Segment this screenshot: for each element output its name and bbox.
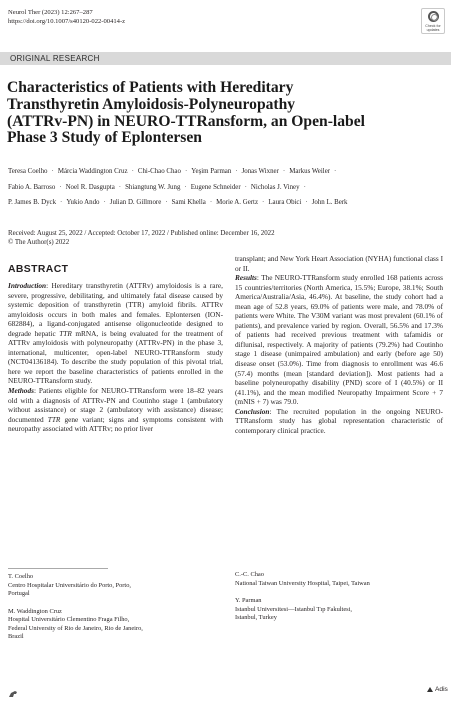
author[interactable]: John L. Berk [311,199,348,207]
section-label: ORIGINAL RESEARCH [10,54,100,63]
affiliation-divider [8,568,108,569]
abstract-right-column [235,254,443,435]
section-label-bar [0,52,451,65]
author[interactable]: Shiangtung W. Jung [125,183,181,191]
author[interactable]: Morie A. Gertz [216,199,259,207]
author[interactable]: Julian D. Gillmore [109,199,162,207]
abstract-left-column [8,281,223,434]
abstract-introduction: Introduction: Hereditary transthyretin (ATTRv) amyloidosis is a rare, severe, progressive, debilitating, and ultimately fatal disease caused by systemic deposition of transthyretin (TTR) amyloid fibrils. ATTRv amyloidosis occurs in both males and females. Eplontersen (ION-682884), a ligand-conjugated antisense oligonucleotide designed to degrade hepatic TTR mRNA, is being evaluated for the treatment of ATTRv amyloidosis with polyneuropathy (ATTRv-PN) in the phase 3, international, multicenter, open-label NEURO-TTRansform study (NCT04136184). To describe the study population of this pivotal trial, here we report the baseline characteristics of patients enrolled in the NEURO-TTRansform study. [8,281,223,386]
author[interactable]: Noel R. Dasgupta [65,183,115,191]
abstract-results: Results: The NEURO-TTRansform study enrolled 168 patients across 15 countries/territories (North America, 15.5%; Europe, 38.1%; South America/Australia/Asia, 46.4%). At baseline, the study cohort had a mean age of 52.8 years, 69.0% of patients were male, and 78.0% of patients were White. The V30M variant was most prevalent (60.1% of patients), and prevalence varied by region. Overall, 56.5% and 17.3% of patients had received previous treatment with tafamidis or diflunisal, respectively. A majority of patients (79.2%) had Coutinho stage 1 disease (unimpaired ambulation) and early (before age 50) disease onset (53.0%). Time from diagnosis to enrollment was 46.6 (57.4) months (mean [standard deviation]). Most patients had a baseline polyneuropathy disability (PND) score of I (40.5%) or II (41.1%), and the mean modified Neuropathy Impairment Score + 7 (mNIS + 7) was 79.0. [235,273,443,407]
affiliation-name: Y. Parman [235,597,262,604]
check-for-updates-badge[interactable] [421,8,445,34]
journal-citation: Neurol Ther (2023) 12:267–287 [8,9,93,16]
journal-header [8,9,125,26]
affiliations-right: C.-C. Chao National Taiwan University Hospital, Taipei, Taiwan Y. Parman Istanbul Universitesi—Istanbul Tıp Fakultesi, Istanbul, Turkey [235,571,443,623]
author[interactable]: Nicholas J. Viney [250,183,300,191]
abstract-heading: ABSTRACT [8,264,69,275]
author-line-1: Teresa Coelho · Márcia Waddington Cruz · Chi-Chao Chao · Yeşim Parman · Jonas Wixner · Markus Weiler · [8,168,337,175]
publisher-logo: Adis [427,686,448,693]
author[interactable]: Fabio A. Barroso [8,183,56,191]
check-for-updates-icon [428,11,439,22]
affiliations-left: T. Coelho Centro Hospitalar Universitário do Porto, Porto, Portugal M. Waddington Cruz Hospital Universitário Clementino Fraga Filho, Federal University of Rio de Janeiro, Rio de Janeiro, Brazil [8,573,223,642]
author[interactable]: Laura Obici [268,199,302,207]
copyright-notice: © The Author(s) 2022 [8,239,70,247]
publication-dates [8,229,275,248]
affiliation-name: T. Coelho [8,573,34,580]
author[interactable]: Márcia Waddington Cruz [57,168,128,175]
abstract-methods-continued: transplant; and New York Heart Association (NYHA) functional class I or II. [235,254,443,273]
article-title: Characteristics of Patients with Hereditary Transthyretin Amyloidosis-Polyneuropathy (ATTRv-PN) in NEURO-TTRansform, an Open-label Phase 3 Study of Eplontersen [7,79,365,147]
affiliation-name: M. Waddington Cruz [8,607,62,615]
author[interactable]: Jonas Wixner [241,168,279,175]
author[interactable]: Eugene Schneider [190,183,241,191]
doi-link[interactable]: https://doi.org/10.1007/s40120-022-00414-z [8,17,126,25]
author[interactable]: Yukio Ando [66,199,100,207]
received-accepted-published: Received: August 25, 2022 / Accepted: October 17, 2022 / Published online: December 16, 2022 [8,230,275,237]
abstract-conclusion: Conclusion: The recruited population in the ongoing NEURO-TTRansform study has global representation characteristic of contemporary clinical practice. [235,406,443,435]
badge-text: Check for updates [425,24,441,33]
author-line-2: Fabio A. Barroso · Noel R. Dasgupta · Shiangtung W. Jung · Eugene Schneider · Nicholas J. Viney · [8,183,306,191]
author[interactable]: Sami Khella [171,199,206,207]
author[interactable]: Chi-Chao Chao [137,168,181,175]
author[interactable]: P. James B. Dyck [8,199,57,207]
author-list [8,164,448,211]
affiliation-name: C.-C. Chao [235,571,264,578]
author[interactable]: Teresa Coelho [8,168,48,175]
author[interactable]: Yeşim Parman [191,168,232,175]
author-line-3: P. James B. Dyck · Yukio Ando · Julian D. Gillmore · Sami Khella · Morie A. Gertz · Laura Obici · John L. Berk [8,199,348,207]
abstract-methods: Methods: Patients eligible for NEURO-TTRansform were 18–82 years old with a diagnosis of ATTRv-PN and Coutinho stage 1 (ambulatory without assistance) or stage 2 (ambulatory with assistance) disease; documented TTR gene variant; signs and symptoms consistent with neuropathy associated with ATTRv; no prior liver [8,386,223,434]
springer-horse-icon [8,690,18,698]
author[interactable]: Markus Weiler [289,168,331,175]
adis-triangle-icon [427,687,433,692]
